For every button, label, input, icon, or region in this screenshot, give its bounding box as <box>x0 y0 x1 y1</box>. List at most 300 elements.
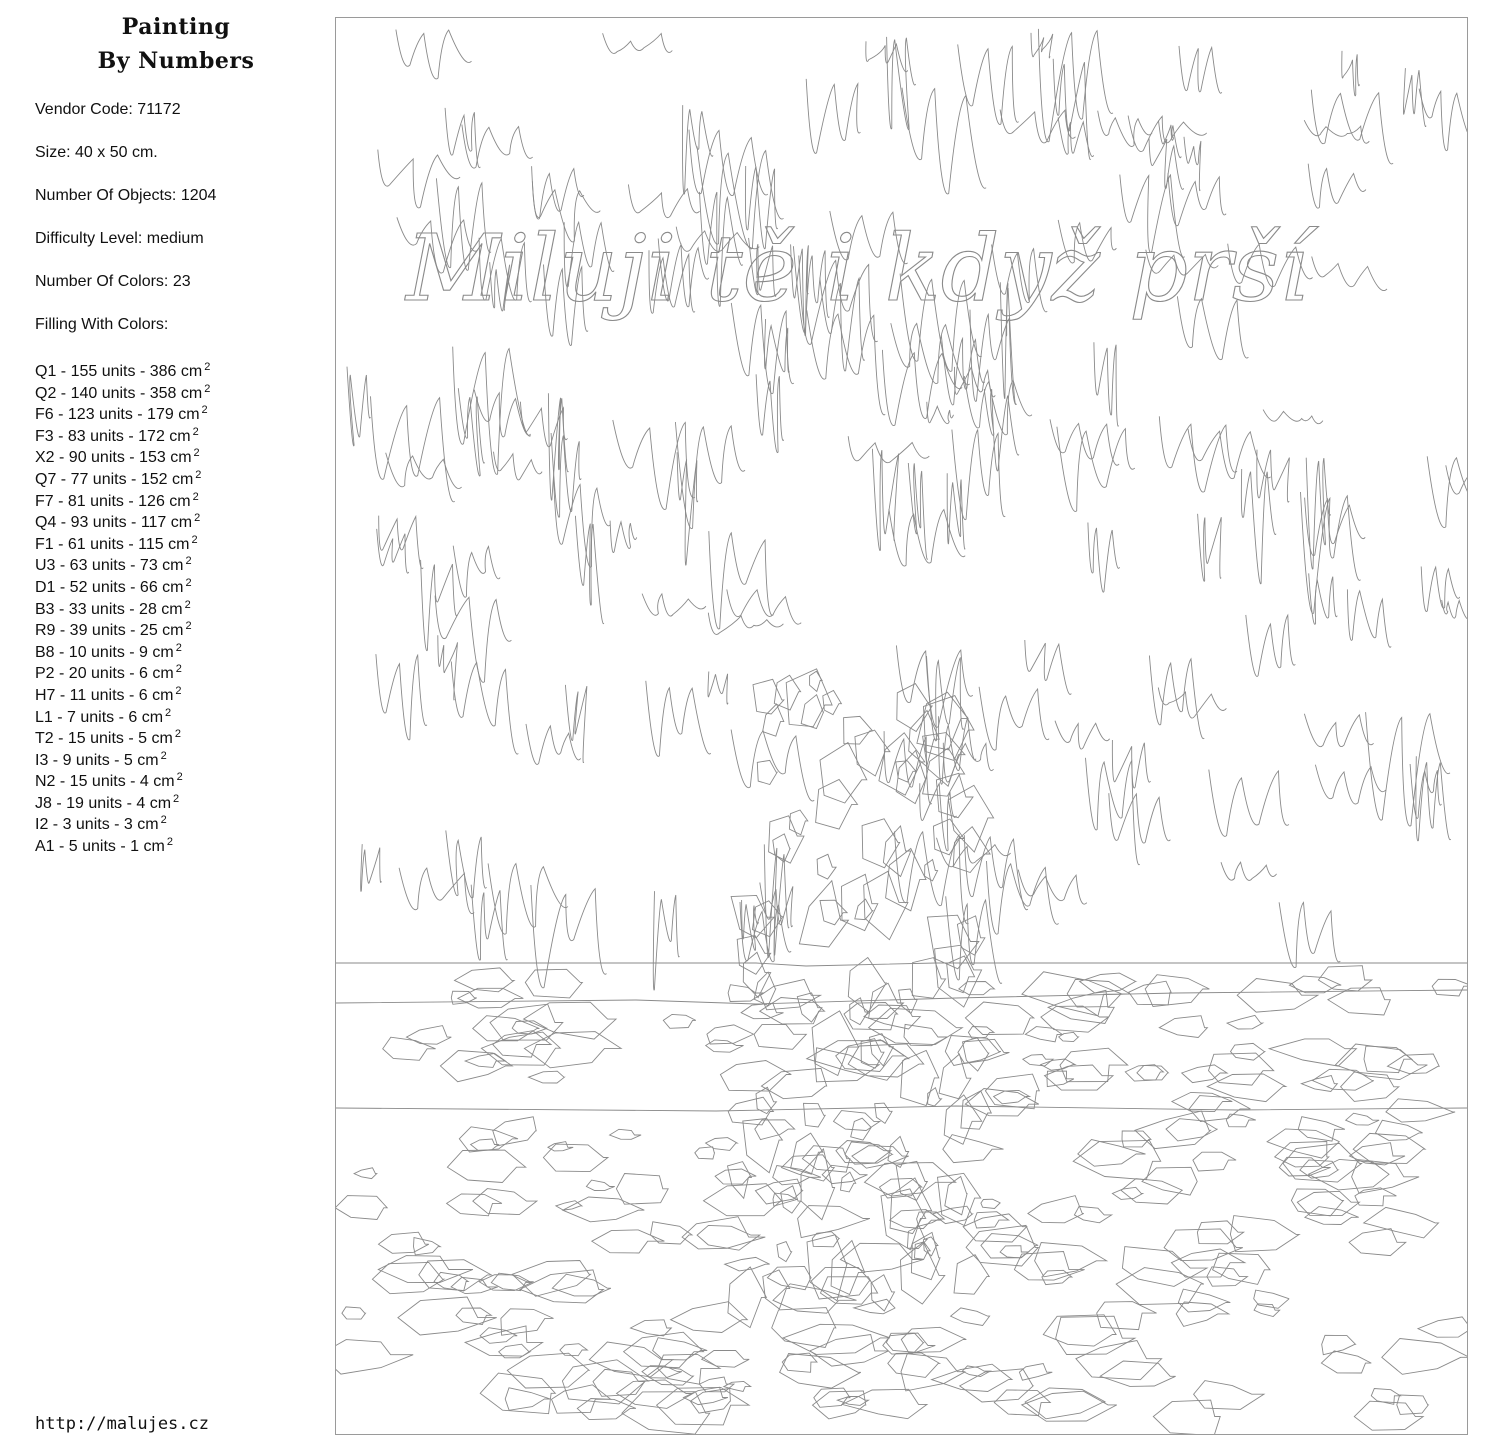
outline-segment <box>1366 712 1450 826</box>
outline-canvas <box>335 17 1468 1435</box>
outline-segment <box>1312 257 1387 291</box>
outline-segment <box>1137 1065 1168 1080</box>
outline-segment <box>958 44 1019 124</box>
outline-segment <box>526 724 581 765</box>
outline-segment <box>1349 1229 1406 1256</box>
color-row-text: L1 - 7 units - 6 cm <box>35 708 164 726</box>
outline-segment <box>507 1353 589 1388</box>
outline-segment <box>1031 33 1053 58</box>
outline-segment <box>848 958 886 1012</box>
outline-segment <box>548 1142 573 1151</box>
outline-segment <box>1135 1111 1211 1149</box>
outline-segment <box>447 1150 525 1182</box>
color-row <box>35 443 315 465</box>
outline-segment <box>565 685 587 763</box>
outline-segment <box>708 672 728 705</box>
outline-segment <box>804 1103 826 1127</box>
color-row-text: R9 - 39 units - 25 cm <box>35 622 184 640</box>
outline-segment <box>1279 902 1340 967</box>
outline-segment <box>501 1309 554 1335</box>
outline-segment <box>1028 1196 1084 1223</box>
outline-segment <box>1149 138 1184 190</box>
outline-segment <box>810 1335 889 1367</box>
outline-segment <box>954 367 995 397</box>
outline-segment <box>1306 458 1330 569</box>
unit-superscript: 2 <box>192 425 199 438</box>
outline-segment <box>1176 1302 1229 1326</box>
outline-segment <box>695 1147 715 1159</box>
outline-segment <box>1194 1381 1264 1410</box>
outline-segment <box>1022 972 1123 1016</box>
outline-segment <box>1158 688 1226 719</box>
outline-segment <box>1207 1074 1286 1102</box>
color-row-text: B3 - 33 units - 28 cm <box>35 600 183 618</box>
outline-segment <box>451 991 476 1004</box>
outline-segment <box>845 1142 892 1164</box>
outline-segment <box>697 1225 760 1250</box>
outline-segment <box>1446 465 1467 522</box>
outline-segment <box>932 1364 1012 1391</box>
unit-superscript: 2 <box>201 404 208 417</box>
color-row-text: B8 - 10 units - 9 cm <box>35 643 174 661</box>
outline-segment <box>994 1090 1030 1103</box>
page-title <box>60 10 292 78</box>
outline-segment <box>850 998 868 1025</box>
outline-segment <box>682 1217 765 1249</box>
outline-segment <box>756 374 784 452</box>
color-row-text: J8 - 19 units - 4 cm <box>35 794 172 812</box>
unit-superscript: 2 <box>175 641 182 654</box>
outline-segment <box>1088 523 1120 593</box>
color-row-text: A1 - 5 units - 1 cm <box>35 838 165 856</box>
outline-segment <box>753 679 784 714</box>
color-row-text: I3 - 9 units - 5 cm <box>35 751 159 769</box>
color-row-text: T2 - 15 units - 5 cm <box>35 730 173 748</box>
outline-segment <box>1128 116 1207 152</box>
outline-segment <box>728 1267 767 1328</box>
outline-segment <box>1416 756 1451 841</box>
outline-segment <box>1308 164 1366 208</box>
unit-superscript: 2 <box>185 576 192 589</box>
outline-segment <box>1418 1317 1467 1337</box>
outline-segment <box>777 1242 792 1262</box>
outline-segment <box>653 1338 708 1360</box>
outline-segment <box>872 449 898 551</box>
color-row <box>35 530 315 552</box>
outline-segment <box>616 1174 668 1205</box>
outline-segment <box>471 885 507 961</box>
outline-segment <box>1442 600 1467 619</box>
outline-segment <box>1055 721 1110 749</box>
unit-superscript: 2 <box>204 382 211 395</box>
outline-segment <box>862 819 900 868</box>
outline-segment <box>945 1036 1001 1066</box>
color-row-text: Q2 - 140 units - 358 cm <box>35 384 203 402</box>
outline-segment <box>1057 427 1135 512</box>
outline-segment <box>399 868 474 914</box>
outline-segment <box>842 874 878 930</box>
outline-segment <box>631 1320 672 1336</box>
color-row <box>35 595 315 617</box>
outline-segment <box>440 1051 512 1082</box>
color-row <box>35 832 315 854</box>
outline-segment <box>1050 419 1119 465</box>
outline-segment <box>361 844 382 891</box>
outline-segment <box>1269 1039 1356 1066</box>
outline-segment <box>377 529 409 573</box>
color-row <box>35 573 315 595</box>
outline-segment <box>939 1054 971 1099</box>
outline-segment <box>548 393 568 500</box>
unit-superscript: 2 <box>185 555 192 568</box>
outline-segment <box>763 1270 790 1309</box>
title-line-2: By Numbers <box>97 48 255 74</box>
outline-segment <box>1060 1048 1128 1082</box>
outline-segment <box>704 1184 782 1216</box>
outline-segment <box>959 982 995 995</box>
outline-segment <box>1263 410 1323 424</box>
outline-segment <box>981 1199 1001 1208</box>
outline-segment <box>1166 1119 1218 1141</box>
color-row <box>35 400 315 422</box>
outline-segment <box>754 1025 806 1050</box>
unit-superscript: 2 <box>174 728 181 741</box>
color-row-text: H7 - 11 units - 6 cm <box>35 686 174 704</box>
color-row-text: U3 - 63 units - 73 cm <box>35 557 184 575</box>
color-row <box>35 508 315 530</box>
outline-segment <box>552 1274 611 1296</box>
outline-segment <box>966 1225 1038 1266</box>
color-row-text: Q1 - 155 units - 386 cm <box>35 363 203 380</box>
outline-segment <box>1193 1152 1236 1171</box>
outline-segment <box>683 105 713 194</box>
outline-segment <box>890 1178 932 1234</box>
outline-segment <box>1197 1221 1243 1244</box>
outline-segment <box>1112 1187 1142 1199</box>
outline-segment <box>1230 1216 1299 1252</box>
outline-segment <box>524 1032 621 1068</box>
color-row-text: N2 - 15 units - 4 cm <box>35 773 175 791</box>
color-row-text: I2 - 3 units - 3 cm <box>35 816 159 834</box>
outline-segment <box>798 1206 870 1238</box>
outline-segment <box>419 1260 492 1291</box>
number-of-objects: Number Of Objects: 1204 <box>35 187 217 204</box>
outline-segment <box>628 184 699 217</box>
outline-segment <box>383 1037 436 1060</box>
outline-segment <box>1227 1015 1263 1029</box>
outline-segment <box>886 849 926 911</box>
outline-segment <box>386 453 462 489</box>
outline-segment <box>396 30 472 79</box>
outline-segment <box>1098 111 1152 147</box>
outline-segment <box>1045 1065 1114 1090</box>
difficulty-level: Difficulty Level: medium <box>35 230 204 247</box>
outline-segment <box>1257 450 1290 503</box>
color-row <box>35 703 315 725</box>
outline-segment <box>870 1034 894 1066</box>
color-row-text: F3 - 83 units - 172 cm <box>35 427 191 445</box>
outline-segment <box>1382 1339 1467 1375</box>
outline-segment <box>764 319 789 373</box>
watermark-text: Miluji tě i když prší <box>406 215 1309 322</box>
color-row <box>35 487 315 509</box>
outline-segment <box>1080 973 1136 993</box>
unit-superscript: 2 <box>192 490 199 503</box>
outline-segment <box>653 891 679 990</box>
outline-segment <box>1025 1027 1062 1042</box>
unit-superscript: 2 <box>173 792 180 805</box>
unit-superscript: 2 <box>193 447 200 460</box>
color-row <box>35 767 315 789</box>
outline-segment <box>962 1366 990 1377</box>
outline-segment <box>707 1025 754 1044</box>
outline-segment <box>1000 110 1075 143</box>
outline-segment <box>1298 1117 1345 1141</box>
outline-segment <box>1342 51 1360 96</box>
unit-superscript: 2 <box>194 512 201 525</box>
outline-segment <box>671 1302 748 1333</box>
outline-drawing <box>336 18 1467 1434</box>
outline-segment <box>817 854 836 879</box>
unit-superscript: 2 <box>160 749 167 762</box>
outline-segment <box>1328 988 1390 1015</box>
outline-segment <box>943 743 993 782</box>
outline-segment <box>1254 1290 1290 1308</box>
outline-segment <box>1291 1189 1343 1216</box>
outline-segment <box>1000 1246 1028 1258</box>
outline-segment <box>1100 1361 1175 1386</box>
outline-segment <box>1056 1316 1135 1354</box>
color-row-text: Q7 - 77 units - 152 cm <box>35 470 194 488</box>
outline-segment <box>865 1163 956 1197</box>
outline-segment <box>589 1342 672 1377</box>
title-line-1: Painting <box>121 14 231 40</box>
outline-segment <box>1188 429 1271 479</box>
filling-heading: Filling With Colors: <box>35 316 169 333</box>
outline-segment <box>987 861 1059 934</box>
outline-segment <box>480 1373 555 1414</box>
color-row <box>35 789 315 811</box>
color-row <box>35 551 315 573</box>
color-row <box>35 810 315 832</box>
color-row <box>35 681 315 703</box>
outline-segment <box>1311 90 1393 164</box>
outline-segment <box>1142 1167 1197 1195</box>
outline-segment <box>407 1026 452 1045</box>
outline-segment <box>1353 1133 1425 1163</box>
size: Size: 40 x 50 cm. <box>35 144 158 161</box>
outline-segment <box>480 1328 517 1344</box>
color-row-text: D1 - 52 units - 66 cm <box>35 578 184 596</box>
outline-segment <box>1018 870 1087 905</box>
outline-segment <box>728 1162 752 1199</box>
unit-superscript: 2 <box>176 771 183 784</box>
outline-segment <box>1153 1400 1220 1434</box>
outline-segment <box>473 1189 537 1215</box>
outline-segment <box>1109 793 1171 843</box>
outline-segment <box>1097 1302 1157 1330</box>
outline-segment <box>901 1242 945 1304</box>
outline-segment <box>592 1230 665 1253</box>
outline-segment <box>505 1388 550 1411</box>
outline-segment <box>1122 1131 1151 1147</box>
outline-segment <box>855 730 890 776</box>
outline-segment <box>525 969 582 998</box>
outline-segment <box>491 1273 531 1290</box>
color-row <box>35 746 315 768</box>
outline-segment <box>610 521 637 553</box>
outline-segment <box>754 972 776 1006</box>
outline-segment <box>524 1002 617 1039</box>
outline-segment <box>810 671 823 691</box>
outline-segment <box>1145 975 1209 1007</box>
outline-segment <box>1164 1229 1243 1261</box>
unit-superscript: 2 <box>166 836 173 849</box>
outline-segment <box>763 704 784 736</box>
outline-segment <box>1364 1207 1439 1238</box>
outline-segment <box>1237 979 1318 1013</box>
outline-segment <box>646 681 711 757</box>
color-row <box>35 724 315 746</box>
outline-segment <box>447 1194 502 1216</box>
outline-segment <box>1231 1043 1265 1060</box>
outline-segment <box>904 1024 947 1045</box>
outline-segment <box>451 1277 498 1293</box>
outline-segment <box>1213 1253 1270 1284</box>
color-row-text: F1 - 61 units - 115 cm <box>35 535 190 553</box>
color-row <box>35 357 315 379</box>
outline-segment <box>816 780 858 830</box>
outline-segment <box>823 691 842 715</box>
outline-segment <box>1427 456 1467 527</box>
color-row <box>35 465 315 487</box>
outline-segment <box>963 1214 1027 1242</box>
outline-segment <box>603 33 673 53</box>
outline-segment <box>946 896 1002 983</box>
outline-segment <box>1301 492 1361 613</box>
outline-segment <box>848 436 929 462</box>
unit-superscript: 2 <box>195 468 202 481</box>
outline-segment <box>554 479 611 568</box>
outline-segment <box>725 1257 770 1271</box>
outline-segment <box>1122 1247 1207 1287</box>
outline-segment <box>354 1168 377 1179</box>
outline-segment <box>715 1169 756 1184</box>
outline-segment <box>963 1038 989 1071</box>
outline-segment <box>728 985 763 1002</box>
outline-segment <box>1315 765 1385 804</box>
outline-segment <box>965 1002 1033 1035</box>
vendor-code: Vendor Code: 71172 <box>35 101 181 118</box>
outline-segment <box>954 1255 989 1295</box>
outline-segment <box>398 1297 497 1335</box>
outline-segment <box>720 1061 791 1092</box>
outline-segment <box>927 656 964 741</box>
outline-segment <box>610 1129 642 1139</box>
outline-segment <box>1388 1054 1440 1074</box>
color-row-text: F7 - 81 units - 126 cm <box>35 492 191 510</box>
outline-segment <box>1125 1065 1163 1081</box>
outline-segment <box>493 1117 536 1146</box>
outline-segment <box>807 310 885 415</box>
outline-segment <box>1112 740 1150 788</box>
color-row <box>35 616 315 638</box>
outline-segment <box>920 783 957 851</box>
color-row <box>35 422 315 444</box>
outline-segment <box>875 1103 892 1123</box>
number-of-colors: Number Of Colors: 23 <box>35 273 191 290</box>
outline-segment <box>1038 29 1113 142</box>
outline-segment <box>887 37 916 130</box>
outline-segment <box>741 1003 783 1019</box>
outline-segment <box>1397 1395 1429 1414</box>
unit-superscript: 2 <box>175 684 182 697</box>
outline-segment <box>1297 1191 1359 1215</box>
outline-segment <box>453 546 500 598</box>
outline-segment <box>706 1138 738 1151</box>
outline-segment <box>336 1196 387 1220</box>
unit-superscript: 2 <box>184 598 191 611</box>
outline-segment <box>743 1119 783 1173</box>
outline-segment <box>842 1389 927 1418</box>
outline-segment <box>336 1340 413 1375</box>
outline-segment <box>371 396 455 502</box>
outline-segment <box>481 1032 560 1065</box>
outline-segment <box>1043 1315 1116 1346</box>
outline-segment <box>985 1074 1039 1109</box>
outline-segment <box>1025 640 1072 694</box>
outline-segment <box>1121 1179 1183 1204</box>
outline-segment <box>520 1270 604 1303</box>
outline-segment <box>494 452 543 480</box>
unit-superscript: 2 <box>160 814 167 827</box>
outline-segment <box>1403 68 1426 126</box>
outline-segment <box>336 1106 1467 1111</box>
outline-segment <box>896 645 972 727</box>
color-row <box>35 659 315 681</box>
product-info <box>35 98 315 356</box>
outline-segment <box>1304 714 1373 747</box>
outline-segment <box>1346 1113 1379 1125</box>
outline-segment <box>421 560 458 651</box>
website-link[interactable]: http://malujes.cz <box>35 1414 209 1434</box>
outline-segment <box>474 390 530 437</box>
outline-segment <box>1246 615 1296 677</box>
outline-segment <box>379 516 424 569</box>
outline-segment <box>336 963 1467 966</box>
outline-segment <box>1078 1140 1146 1167</box>
unit-superscript: 2 <box>175 663 182 676</box>
outline-segment <box>543 1144 608 1172</box>
outline-segment <box>1179 46 1222 93</box>
outline-segment <box>1241 469 1276 584</box>
outline-segment <box>1209 770 1289 837</box>
outline-segment <box>806 79 860 154</box>
color-row-text: F6 - 123 units - 179 cm <box>35 406 200 424</box>
outline-segment <box>347 367 370 446</box>
outline-segment <box>994 1390 1050 1416</box>
outline-segment <box>789 810 807 835</box>
outline-segment <box>1178 1289 1230 1312</box>
outline-segment <box>927 402 954 424</box>
outline-segment <box>1094 342 1119 426</box>
outline-segment <box>1198 514 1222 581</box>
outline-segment <box>908 463 927 559</box>
outline-segment <box>799 881 848 947</box>
outline-segment <box>1053 59 1091 160</box>
outline-segment <box>797 993 822 1022</box>
outline-segment <box>815 1048 879 1082</box>
